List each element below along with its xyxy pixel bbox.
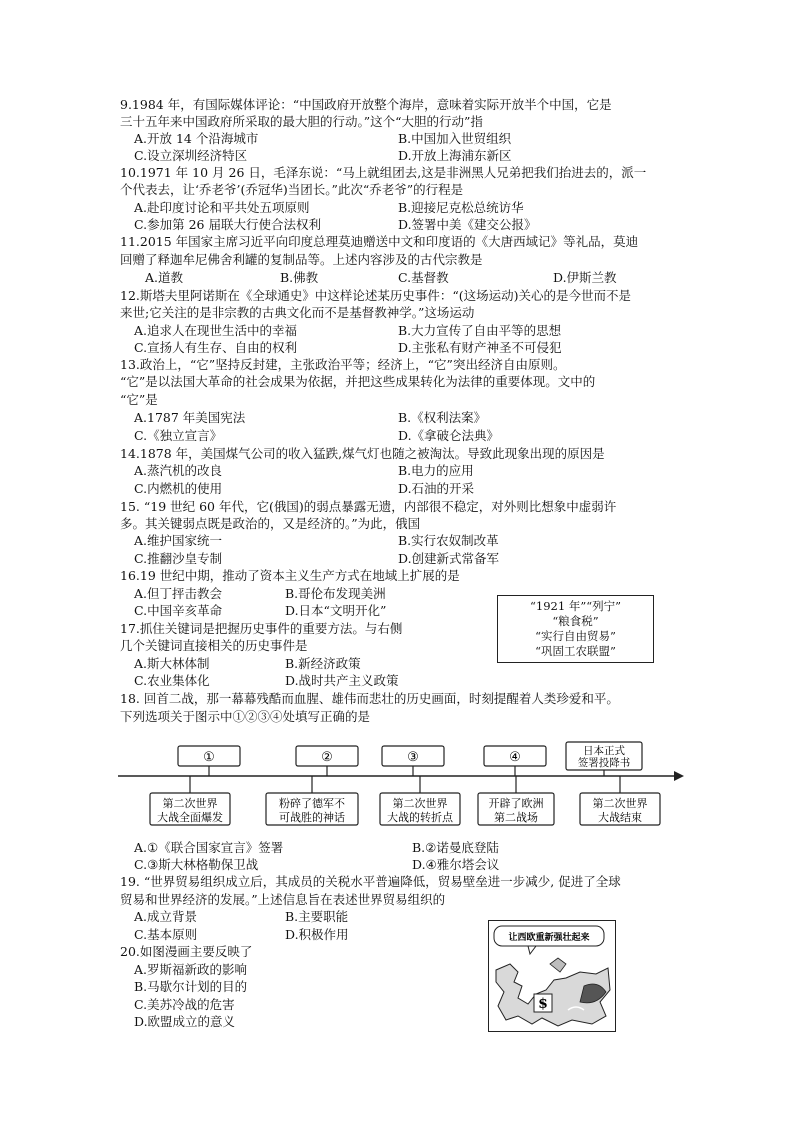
event-line: 大战全面爆发 [157,811,223,824]
event-line: 开辟了欧洲 [488,797,544,810]
event-line: 第二次世界 [162,797,218,810]
q14-option-c[interactable]: C.内燃机的使用 [134,481,223,496]
q13-option-a[interactable]: A.1787 年美国宪法 [134,410,246,425]
q14-option-b[interactable]: B.电力的应用 [398,463,474,478]
q17-option-a[interactable]: A.斯大林体制 [134,656,210,671]
q16-stem: 16.19 世纪中期，推动了资本主义生产方式在地域上扩展的是 [120,568,460,583]
q20-option-d[interactable]: D.欧盟成立的意义 [134,1014,236,1029]
q19-stem: 19. “世界贸易组织成立后，其成员的关税水平普遍降低，贸易壁垒进一步减少, 促进了全球 [120,874,621,889]
q17-stem: 17.抓住关键词是把握历史事件的重要方法。与右侧 [120,621,403,636]
q17-keyword: “粮食税” [552,614,599,628]
q12-option-d[interactable]: D.主张私有财产神圣不可侵犯 [398,340,562,355]
timeline-event-4 [478,776,554,825]
marker-label: ① [203,750,215,765]
q12-stem: 12.斯塔夫里阿诺斯在《全球通史》中这样论述某历史事件：“(这场运动)关心的是今世而不是 [120,288,632,303]
q11-stem-cont: 回赠了释迦牟尼佛舍利罐的复制品等。上述内容涉及的古代宗教是 [120,252,483,267]
q14-option-a[interactable]: A.蒸汽机的改良 [134,463,223,478]
q14-option-d[interactable]: D.石油的开采 [398,481,475,496]
q18-stem-cont: 下列选项关于图示中①②③④处填写正确的是 [120,709,371,724]
q16-option-c[interactable]: C.中国辛亥革命 [134,603,223,618]
q20-option-a[interactable]: A.罗斯福新政的影响 [134,962,248,977]
timeline-top-box [566,742,642,776]
timeline-marker-1 [178,746,240,776]
event-line: 第二次世界 [592,797,648,810]
marker-label: ④ [509,750,521,765]
q9-stem: 9.1984 年，有国际媒体评论：“中国政府开放整个海岸，意味着实际开放半个中国，它是 [120,97,612,112]
q15-option-d[interactable]: D.创建新式常备军 [398,551,500,566]
q11-option-d[interactable]: D.伊斯兰教 [553,270,617,285]
q11-option-c[interactable]: C.基督教 [398,270,449,285]
q13-option-d[interactable]: D.《拿破仑法典》 [398,428,500,443]
q9-option-d[interactable]: D.开放上海浦东新区 [398,148,512,163]
q20-option-b[interactable]: B.马歇尔计划的目的 [134,979,248,994]
q15-option-a[interactable]: A.维护国家统一 [134,533,223,548]
timeline-event-3 [380,776,460,825]
q17-keyword-box [497,595,654,663]
q13-stem: 13.政治上，“它”坚持反封建，主张政治平等；经济上，“它”突出经济自由原则。 [120,357,566,372]
q19-option-c[interactable]: C.基本原则 [134,927,198,942]
q17-stem-cont: 几个关键词直接相关的历史事件是 [120,638,308,653]
q12-option-c[interactable]: C.宣扬人有生存、自由的权利 [134,340,298,355]
event-line: 大战的转折点 [387,811,453,824]
q16-option-d[interactable]: D.日本“文明开化” [285,603,387,618]
event-line: 第二次世界 [392,797,448,810]
q18-option-c[interactable]: C.③斯大林格勒保卫战 [134,857,259,872]
q11-option-a[interactable]: A.道教 [145,270,184,285]
event-line: 粉碎了德军不 [279,797,345,810]
q10-stem-cont: 个代表去，让‘乔老爷’(乔冠华)当团长。”此次“乔老爷”的行程是 [120,182,464,197]
q12-option-a[interactable]: A.追求人在现世生活中的幸福 [134,323,298,338]
q15-stem-cont: 多。其关键弱点既是政治的，又是经济的。”为此，俄国 [120,516,421,531]
event-line: 可战胜的神话 [279,811,345,824]
q20-stem: 20.如图漫画主要反映了 [120,944,253,959]
q13-option-b[interactable]: B.《权利法案》 [398,410,487,425]
timeline-marker-3 [382,746,444,776]
q17-keyword: “1921 年”“列宁” [530,599,621,613]
q18-timeline-diagram [0,738,794,838]
top-box-line: 签署投降书 [577,757,631,769]
q10-option-b[interactable]: B.迎接尼克松总统访华 [398,200,524,215]
q17-option-c[interactable]: C.农业集体化 [134,673,210,688]
timeline-event-1 [150,776,230,825]
cartoon-caption: 让西欧重新强壮起来 [508,933,590,943]
q18-option-b[interactable]: B.②诺曼底登陆 [412,840,499,855]
q17-option-d[interactable]: D.战时共产主义政策 [285,673,399,688]
q14-stem: 14.1878 年，美国煤气公司的收入猛跌,煤气灯也随之被淘汰。导致此现象出现的原因是 [120,446,605,461]
q15-option-b[interactable]: B.实行农奴制改革 [398,533,499,548]
q10-option-a[interactable]: A.赴印度讨论和平共处五项原则 [134,200,310,215]
timeline-marker-2 [296,746,358,776]
q18-stem: 18. 回首二战，那一幕幕残酷而血腥、雄伟而悲壮的历史画面，时刻提醒着人类珍爱和平。 [120,691,619,706]
q20-cartoon-image [488,920,616,1032]
q12-stem-cont: 来世;它关注的是非宗教的古典文化而不是基督教神学。”这场运动 [120,305,475,320]
event-line: 大战结束 [598,811,642,824]
q11-option-b[interactable]: B.佛教 [280,270,319,285]
q12-option-b[interactable]: B.大力宣传了自由平等的思想 [398,323,562,338]
q19-option-a[interactable]: A.成立背景 [134,909,198,924]
q15-option-c[interactable]: C.推翻沙皇专制 [134,551,223,566]
timeline-event-5 [580,776,660,825]
timeline-event-2 [266,776,358,825]
q10-option-c[interactable]: C.参加第 26 届联大行使合法权利 [134,217,321,232]
q19-stem-cont: 贸易和世界经济的发展。”上述信息旨在表述世界贸易组织的 [120,892,446,907]
q17-option-b[interactable]: B.新经济政策 [285,656,361,671]
q15-stem: 15. “19 世纪 60 年代，它(俄国)的弱点暴露无遗，内部很不稳定，对外则比想象中虚弱许 [120,499,617,514]
q13-option-c[interactable]: C.《独立宣言》 [134,428,223,443]
q9-option-b[interactable]: B.中国加入世贸组织 [398,131,512,146]
marker-label: ③ [407,750,419,765]
q10-stem: 10.1971 年 10 月 26 日，毛泽东说：“马上就组团去,这是非洲黑人兄弟把我们抬进去的，派一 [120,165,647,180]
q17-keyword: “巩固工农联盟” [535,644,616,658]
marker-label: ② [321,750,333,765]
q11-stem: 11.2015 年国家主席习近平向印度总理莫迪赠送中文和印度语的《大唐西域记》等礼品，莫迪 [120,234,639,249]
q18-option-d[interactable]: D.④雅尔塔会议 [412,857,500,872]
top-box-line: 日本正式 [583,745,625,757]
dollar-sign: $ [538,996,548,1012]
q17-keyword: “实行自由贸易” [535,629,616,643]
q9-option-a[interactable]: A.开放 14 个沿海城市 [134,131,259,146]
q18-option-a[interactable]: A.①《联合国家宣言》签署 [134,840,284,855]
q9-option-c[interactable]: C.设立深圳经济特区 [134,148,248,163]
q20-option-c[interactable]: C.美苏冷战的危害 [134,997,235,1012]
q16-option-a[interactable]: A.但丁抨击教会 [134,586,223,601]
q13-stem-cont: “它”是以法国大革命的社会成果为依据，并把这些成果转化为法律的重要体现。文中的 [120,374,596,389]
q9-stem-cont: 三十五年来中国政府所采取的最大胆的行动。”这个“大胆的行动”指 [120,114,483,129]
q19-option-d[interactable]: D.积极作用 [285,927,349,942]
q13-stem-cont2: “它”是 [120,392,158,407]
q16-option-b[interactable]: B.哥伦布发现美洲 [285,586,386,601]
event-line: 第二战场 [494,811,538,824]
timeline-marker-4 [484,746,546,776]
q19-option-b[interactable]: B.主要职能 [285,909,349,924]
q10-option-d[interactable]: D.签署中美《建交公报》 [398,217,537,232]
timeline-arrow-head [674,771,684,781]
